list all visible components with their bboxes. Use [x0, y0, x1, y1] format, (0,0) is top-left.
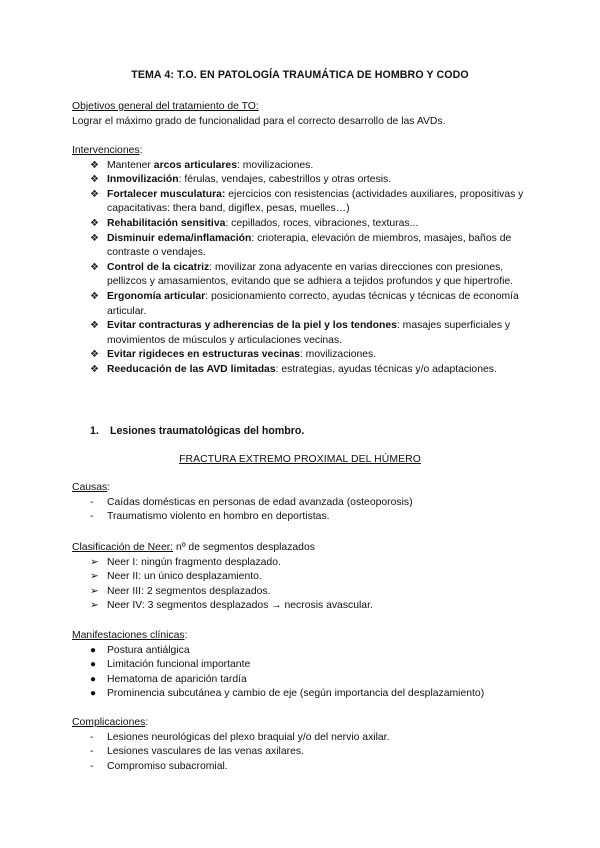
- diamond-bullet-icon: ❖: [90, 174, 99, 186]
- diamond-bullet-icon: ❖: [90, 159, 99, 171]
- diamond-bullet-icon: ❖: [90, 290, 99, 302]
- objetivos-section: [72, 100, 532, 129]
- dot-bullet-icon: ●: [90, 659, 97, 671]
- neer-list: [72, 556, 532, 614]
- dash-bullet-icon: -: [90, 496, 94, 508]
- intervenciones-heading: Intervenciones: [72, 145, 140, 156]
- diamond-bullet-icon: ❖: [90, 349, 99, 361]
- section-number: 1.: [90, 425, 99, 437]
- dash-bullet-icon: -: [90, 760, 94, 772]
- arrow-bullet-icon: ➢: [90, 571, 99, 583]
- list-item: ➢ Neer II: un único desplazamiento.: [72, 570, 532, 585]
- list-item: ❖ Inmovilización: férulas, vendajes, cabestrillos y otras ortesis.: [72, 173, 534, 188]
- list-item: - Lesiones neurológicas del plexo braquial y/o del nervio axilar.: [72, 731, 532, 746]
- arrow-bullet-icon: ➢: [90, 585, 99, 597]
- complicaciones-heading: Complicaciones: [72, 717, 146, 728]
- dot-bullet-icon: ●: [90, 673, 97, 685]
- objetivos-heading: Objetivos general del tratamiento de TO:: [72, 101, 259, 112]
- section-title: Lesiones traumatológicas del hombro.: [110, 425, 305, 437]
- list-item: ❖ Evitar rigideces en estructuras vecinas: movilizaciones.: [72, 348, 534, 363]
- dot-bullet-icon: ●: [90, 644, 97, 656]
- list-item: ❖ Evitar contracturas y adherencias de la piel y los tendones: masajes superficiales y movimientos de músculos y articulaciones vecinas.: [90, 320, 511, 346]
- list-item: ● Hematoma de aparición tardía: [72, 673, 532, 688]
- diamond-bullet-icon: ❖: [90, 188, 99, 200]
- complicaciones-section: Complicaciones: - Lesiones neurológicas del plexo braquial y/o del nervio axilar. - Lesiones vasculares de las venas axilares. - Compromiso subacromial.: [72, 716, 532, 774]
- causas-list: [72, 496, 532, 525]
- list-item: ➢ Neer III: 2 segmentos desplazados.: [72, 585, 532, 600]
- list-item: ❖ Reeducación de las AVD limitadas: estrategias, ayudas técnicas y/o adaptaciones.: [72, 363, 534, 378]
- list-item: ● Limitación funcional importante: [72, 658, 532, 673]
- list-item: ➢ Neer I: ningún fragmento desplazado.: [72, 556, 532, 571]
- dash-bullet-icon: -: [90, 746, 94, 758]
- section-subtitle: FRACTURA EXTREMO PROXIMAL DEL HÚMERO: [179, 454, 421, 465]
- section-heading: [90, 424, 304, 439]
- list-item: ❖ Disminuir edema/inflamación: crioterapia, elevación de miembros, masajes, baños de contraste o vendajes.: [90, 232, 512, 259]
- list-item: ➢ Neer IV: 3 segmentos desplazados → necrosis avascular.: [72, 599, 532, 614]
- list-item: - Caídas domésticas en personas de edad avanzada (osteoporosis): [72, 496, 532, 511]
- arrow-bullet-icon: ➢: [90, 556, 99, 568]
- manifestaciones-list: [72, 644, 532, 702]
- list-item: ❖ Rehabilitación sensitiva: cepillados, roces, vibraciones, texturas...: [72, 217, 534, 232]
- diamond-bullet-icon: ❖: [90, 363, 99, 375]
- arrow-bullet-icon: ➢: [90, 600, 99, 612]
- objetivos-text: Lograr el máximo grado de funcionalidad para el correcto desarrollo de las AVDs.: [72, 115, 446, 127]
- manifestaciones-section: Manifestaciones clínicas: ● Postura antiálgica ● Limitación funcional importante ● Hematoma de aparición tardía ● Prominencia subcutánea y cambio de eje (según importancia del desplazamiento): [72, 629, 532, 702]
- intervenciones-heading-suffix: :: [139, 145, 143, 156]
- list-item: - Lesiones vasculares de las venas axilares.: [72, 745, 532, 760]
- intervenciones-section: [72, 144, 534, 378]
- neer-section: Clasificación de Neer: nº de segmentos desplazados ➢ Neer I: ningún fragmento desplazado. ➢ Neer II: un único desplazamiento. ➢ Neer III: 2 segmentos desplazados. ➢ Neer IV: 3 segmentos desplazados → necrosis avascular.: [72, 541, 532, 614]
- neer-heading: Clasificación de Neer:: [72, 542, 174, 553]
- list-item: ❖ Mantener arcos articulares: movilizaciones.: [72, 159, 534, 174]
- causas-heading: Causas: [72, 482, 108, 493]
- intervenciones-list: [72, 159, 534, 378]
- diamond-bullet-icon: ❖: [90, 320, 99, 332]
- diamond-bullet-icon: ❖: [90, 232, 99, 244]
- causas-section: Causas: - Caídas domésticas en personas de edad avanzada (osteoporosis) - Traumatismo violento en hombro en deportistas.: [72, 481, 532, 525]
- diamond-bullet-icon: ❖: [90, 217, 99, 229]
- list-item: ● Postura antiálgica: [72, 644, 532, 659]
- list-item: - Traumatismo violento en hombro en deportistas.: [72, 510, 532, 525]
- diamond-bullet-icon: ❖: [90, 261, 99, 273]
- page-title: TEMA 4: T.O. EN PATOLOGÍA TRAUMÁTICA DE HOMBRO Y CODO: [131, 69, 469, 81]
- list-item: - Compromiso subacromial.: [72, 760, 532, 775]
- list-item: ❖ Fortalecer musculatura: ejercicios con resistencias (actividades auxiliares, propositivas y capacitativas: thera band, digiflex, pesas, muelles…): [90, 188, 524, 215]
- dot-bullet-icon: ●: [90, 688, 97, 700]
- complicaciones-list: [72, 731, 532, 775]
- dash-bullet-icon: -: [90, 731, 94, 743]
- list-item: ● Prominencia subcutánea y cambio de eje (según importancia del desplazamiento): [72, 687, 532, 702]
- manifestaciones-heading: Manifestaciones clínicas: [72, 630, 185, 641]
- list-item: ❖ Control de la cicatriz: movilizar zona adyacente en varias direcciones con presiones, pellizcos y amasamientos, evitando que se adhiera a tejidos profundos y que hipertrofie.: [90, 261, 514, 288]
- dash-bullet-icon: -: [90, 511, 94, 523]
- list-item: ❖ Ergonomía articular: posicionamiento correcto, ayudas técnicas y técnicas de economía articular.: [90, 290, 519, 317]
